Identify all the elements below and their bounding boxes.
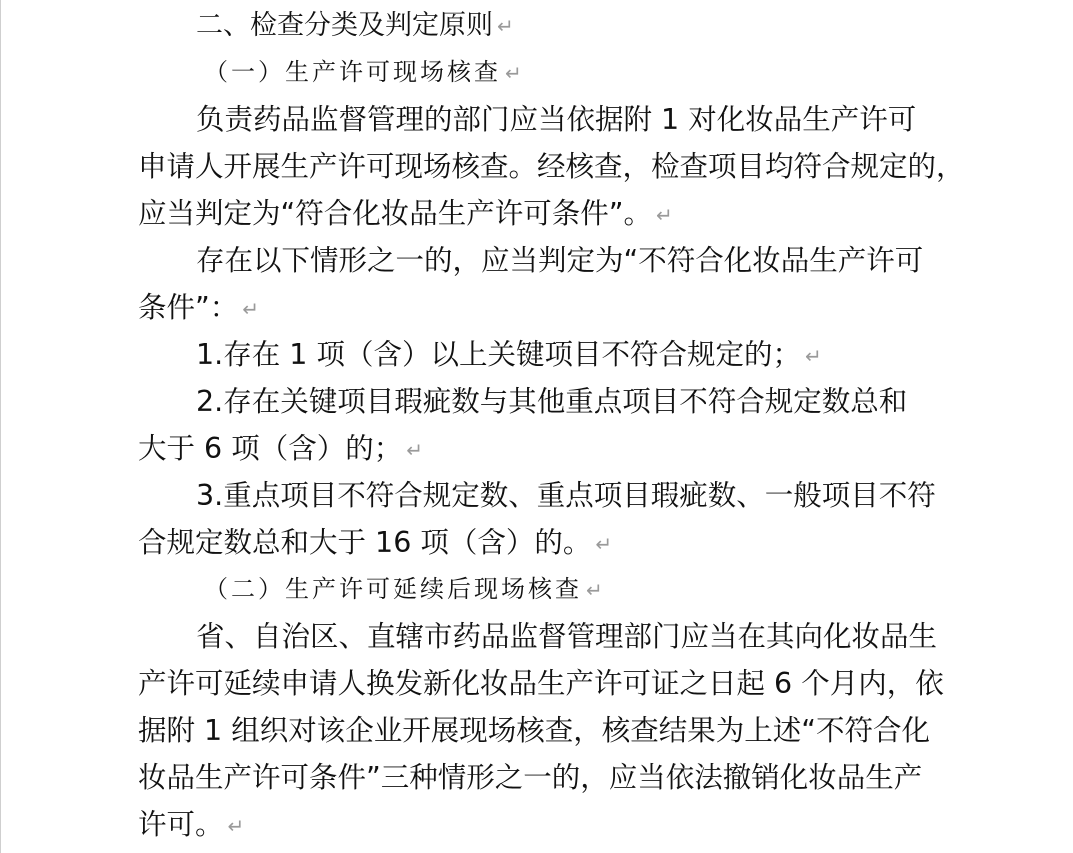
paragraph-mark-icon: ↵	[242, 296, 260, 321]
list-item-text: 1.存在 1 项（含）以上关键项目不符合规定的；	[196, 338, 801, 371]
paragraph-line	[138, 190, 673, 237]
paragraph-mark-icon: ↵	[656, 202, 673, 227]
paragraph-line	[196, 237, 923, 284]
heading-text: 二、检查分类及判定原则	[196, 10, 493, 41]
list-item-text: 大于 6 项（含）的；	[138, 432, 403, 465]
paragraph-text: 存在以下情形之一的，应当判定为“不符合化妆品生产许可	[196, 244, 924, 277]
subheading-text: （二）生产许可延续后现场核查	[204, 575, 582, 603]
paragraph-text: 据附 1 组织对该企业开展现场核查，核查结果为上述“不符合化	[138, 714, 931, 747]
subsection-heading-2	[204, 566, 606, 613]
paragraph-line	[138, 284, 259, 331]
paragraph-mark-icon: ↵	[505, 61, 525, 85]
list-item-text: 合规定数总和大于 16 项（含）的。	[138, 526, 592, 559]
paragraph-line	[138, 660, 944, 707]
list-item-2	[196, 378, 907, 425]
paragraph-line	[138, 143, 965, 190]
subsection-heading-1	[204, 49, 525, 96]
paragraph-text: 负责药品监督管理的部门应当依据附 1 对化妆品生产许可	[196, 103, 917, 136]
list-item-1	[196, 331, 822, 378]
paragraph-mark-icon: ↵	[804, 343, 822, 368]
paragraph-mark-icon: ↵	[586, 578, 606, 602]
paragraph-text: 妆品生产许可条件”三种情形之一的，应当依法撤销化妆品生产	[138, 761, 923, 794]
section-heading	[196, 2, 514, 49]
paragraph-text: 省、自治区、直辖市药品监督管理部门应当在其向化妆品生	[196, 620, 938, 653]
paragraph-mark-icon: ↵	[406, 437, 424, 462]
paragraph-mark-icon: ↵	[227, 813, 245, 838]
paragraph-line	[196, 96, 938, 143]
paragraph-line	[138, 707, 930, 754]
paragraph-mark-icon: ↵	[595, 531, 613, 556]
list-item-3	[196, 472, 936, 519]
list-item-2-cont	[138, 425, 423, 472]
paragraph-text: 应当判定为“符合化妆品生产许可条件”。	[138, 197, 653, 230]
paragraph-mark-icon: ↵	[497, 14, 514, 38]
list-item-text: 3.重点项目不符合规定数、重点项目瑕疵数、一般项目不符	[196, 479, 936, 512]
paragraph-text: 产许可延续申请人换发新化妆品生产许可证之日起 6 个月内，依	[138, 667, 944, 700]
paragraph-line	[138, 801, 244, 848]
list-item-text: 2.存在关键项目瑕疵数与其他重点项目不符合规定数总和	[196, 385, 908, 418]
paragraph-text: 条件”：	[138, 291, 239, 324]
paragraph-line	[196, 613, 937, 660]
subheading-text: （一）生产许可现场核查	[204, 58, 501, 86]
page-left-border	[0, 0, 1, 853]
paragraph-text: 许可。	[138, 808, 224, 841]
paragraph-text: 申请人开展生产许可现场核查。经核查，检查项目均符合规定的，	[138, 150, 965, 183]
paragraph-line	[138, 754, 922, 801]
list-item-3-cont	[138, 519, 612, 566]
